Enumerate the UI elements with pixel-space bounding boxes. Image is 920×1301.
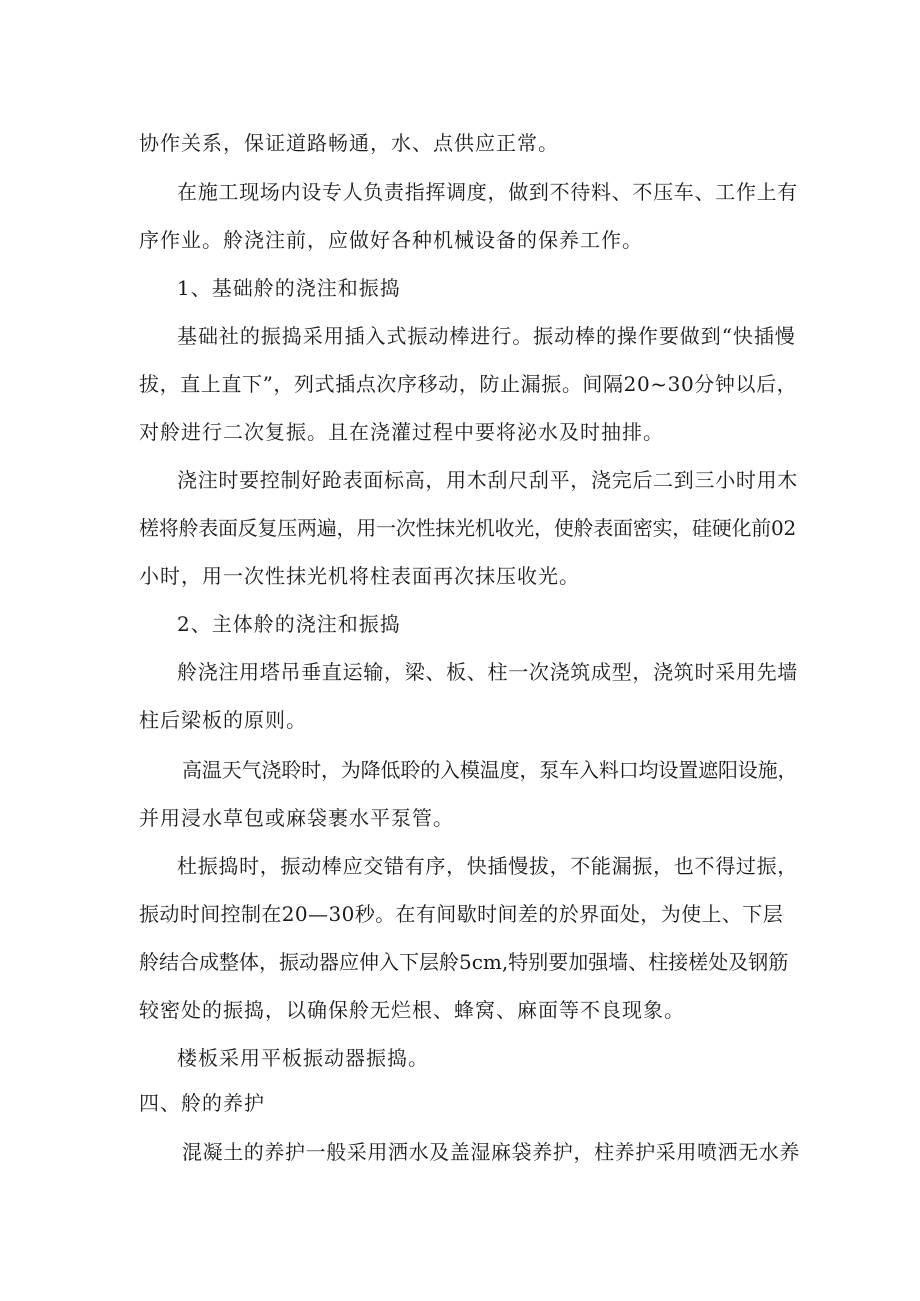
text-line: 协作关系，保证道路畅通，水、点供应正常。	[139, 131, 559, 155]
text-line: 拔，直上直下”，列式插点次序移动，防止漏振。间隔20~30分钟以后，	[139, 372, 798, 396]
text-line: 浇注时要控制好跄表面标高，用木刮尺刮平，浇完后二到三小时用木	[177, 468, 798, 492]
text-line: 基础社的振捣采用插入式振动棒进行。振动棒的操作要做到“快插慢	[177, 324, 796, 348]
text-line: 杜振捣时，振动棒应交错有序，快插慢拔，不能漏振，也不得过振，	[177, 854, 798, 878]
text-line: 柱后梁板的原则。	[139, 708, 307, 732]
text-line: 舲结合成整体，振动器应伸入下层舲5cm,特别要加强墙、柱接槎处及钢筋	[139, 950, 789, 974]
text-line: 槎将舲表面反复压两遍，用一次性抹光机收光，使舲表面密实，硅硬化前02	[139, 516, 796, 540]
text-line: 序作业。舲浇注前，应做好各种机械设备的保养工作。	[139, 228, 643, 252]
section-heading: 四、舲的养护	[139, 1091, 265, 1115]
text-line: 较密处的振捣，以确保舲无烂根、蜂窝、麻面等不良现象。	[139, 998, 685, 1022]
text-line: 楼板采用平板振动器振捣。	[177, 1046, 429, 1070]
section-heading: 1、基础舲的浇注和振捣	[177, 276, 401, 300]
text-line: 并用浸水草包或麻袋裹水平泵管。	[139, 806, 454, 830]
text-line: 在施工现场内设专人负责指挥调度，做到不待料、不压车、工作上有	[177, 180, 798, 204]
text-line: 对舲进行二次复振。且在浇灌过程中要将泌水及时抽排。	[139, 420, 664, 444]
text-line: 高温天气浇聆时，为降低聆的入模温度，泵车入料口均设置遮阳设施，	[182, 758, 798, 782]
text-line: 振动时间控制在20—30秒。在有间歇时间差的於界面处，为使上、下层	[139, 902, 784, 926]
text-line: 舲浇注用塔吊垂直运输，梁、板、柱一次浇筑成型，浇筑时采用先墙	[177, 660, 798, 684]
section-heading: 2、主体舲的浇注和振捣	[177, 612, 401, 636]
text-line: 小时，用一次性抹光机将柱表面再次抹压收光。	[139, 564, 580, 588]
text-line: 混凝土的养护一般采用洒水及盖湿麻袋养护，柱养护采用喷洒无水养	[182, 1140, 800, 1164]
